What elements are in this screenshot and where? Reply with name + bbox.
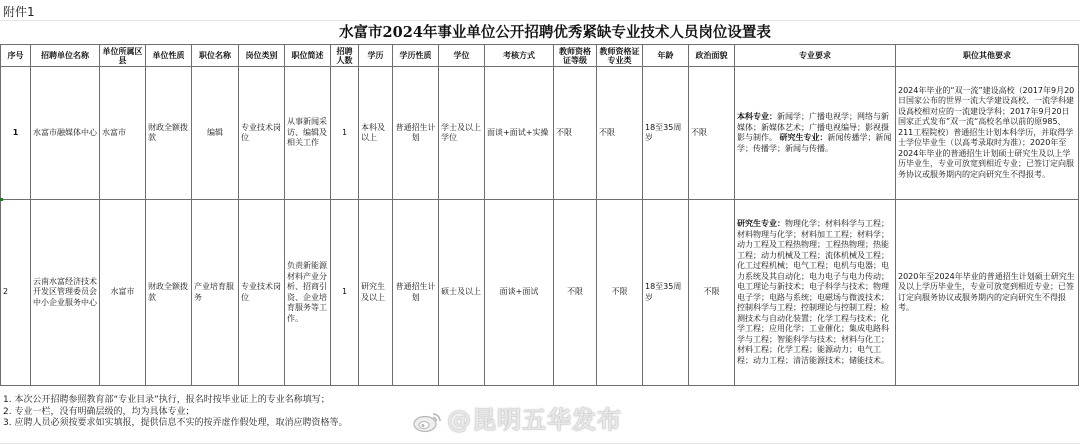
major-text-grad: 物理化学；材料科学与工程；材料物理与化学；材料加工工程；材料学；动力工程及工程热物理；工程热物理；热能工程；动力机械及工程；流体机械及工程；化工过程机械；电气工程；电机与电器；电力系统及其自动化；电力电子与电力传动；电工理论与新技术；电子科学与技术；物理电子学；电路与系统；电磁场与微波技术；控制科学与工程；控制理论与控制工程；检测技术与自动化装置；化学工程与技术；化学工程；应用化学；工业催化；集成电路科学与工程；智能科学与技术；材料与化工；材料工程；化学工程；能源动力；电气工程；动力工程；清洁能源技术；储能技术。	[737, 219, 889, 365]
cell-other-req: 2020年至2024年毕业的普通招生计划硕士研究生及以上学历毕业生，专业可放宽到相近专业；已签订定向服务协议或服务期内的定向研究生不得报考。	[896, 200, 1079, 386]
cell-seq: 2	[1, 200, 31, 386]
col-header-major-req: 专业要求	[735, 45, 896, 67]
cell-description: 从事新闻采访、编辑及相关工作	[285, 67, 331, 200]
cell-political: 不限	[689, 200, 735, 386]
cell-assessment: 面谈+面试+实操	[485, 67, 554, 200]
col-header-cert-level: 教师资格证等级	[554, 45, 597, 67]
cell-unit: 水富市融媒体中心	[31, 67, 100, 200]
cell-category: 专业技术岗位	[239, 67, 285, 200]
watermark-text: @昆明五华发布	[447, 406, 622, 434]
cell-cert-major: 不限	[597, 67, 643, 200]
cell-position: 产业培育服务	[192, 200, 239, 386]
header-row	[1, 45, 1079, 67]
attachment-label: 附件1	[3, 5, 35, 19]
col-header-count: 招聘人数	[331, 45, 359, 67]
cell-district: 水富市	[100, 200, 146, 386]
col-header-district: 单位所属区县	[100, 45, 146, 67]
note-2: 2. 专业一栏，没有明确层级的，均为具体专业；	[3, 406, 195, 417]
col-header-seq: 序号	[1, 45, 31, 67]
page-title: 水富市2024年事业单位公开招聘优秀紧缺专业技术人员岗位设置表	[339, 24, 771, 41]
cell-description: 负责新能源材料产业分析、招商引资、企业培育服务等工作。	[285, 200, 331, 386]
cell-education: 研究生及以上	[359, 200, 393, 386]
major-label-undergrad: 本科专业：	[737, 112, 777, 121]
cell-cert-level: 不限	[554, 67, 597, 200]
cell-category: 专业技术岗位	[239, 200, 285, 386]
col-header-position: 职位名称	[192, 45, 239, 67]
col-header-age: 年龄	[643, 45, 689, 67]
note-1: 1. 本次公开招聘参照教育部“专业目录”执行，报名时按毕业证上的专业名称填写；	[3, 395, 330, 405]
col-header-description: 职位简述	[285, 45, 331, 67]
col-header-degree: 学位	[439, 45, 485, 67]
cell-unit: 云南水富经济技术开发区管理委员会中小企业服务中心	[31, 200, 100, 386]
cell-major-req	[735, 67, 896, 200]
notes	[3, 395, 347, 430]
col-header-unit: 招聘单位名称	[31, 45, 100, 67]
major-text-grad: 新闻传播学；新闻学；传播学；新闻与传播。	[737, 133, 892, 153]
col-header-edu-type: 学历性质	[393, 45, 439, 67]
cell-education: 本科及以上	[359, 67, 393, 200]
col-header-assessment: 考核方式	[485, 45, 554, 67]
cell-age: 18至35周岁	[643, 67, 689, 200]
cell-political: 不限	[689, 67, 735, 200]
cell-edu-type: 普通招生计划	[393, 200, 439, 386]
major-label-grad: 研究生专业：	[779, 133, 828, 142]
cell-age: 18至35周岁	[643, 200, 689, 386]
cell-nature: 财政全额拨款	[146, 200, 192, 386]
weibo-icon	[413, 409, 443, 433]
col-header-cert-major: 教师资格证专业类	[597, 45, 643, 67]
positions-table	[0, 44, 1079, 386]
cell-assessment: 面谈+面试	[485, 200, 554, 386]
major-text-undergrad: 新闻学；广播电视学；网络与新媒体；新媒体艺术；广播电视编导；影视摄影与制作。	[737, 112, 889, 142]
cell-degree: 学士及以上学位	[439, 67, 485, 200]
table-row	[1, 67, 1079, 200]
col-header-political: 政治面貌	[689, 45, 735, 67]
col-header-education: 学历	[359, 45, 393, 67]
weibo-watermark	[413, 400, 622, 435]
cell-count: 1	[331, 67, 359, 200]
cell-edu-type: 普通招生计划	[393, 67, 439, 200]
cell-district: 水富市	[100, 67, 146, 200]
col-header-other-req: 职位其他要求	[896, 45, 1079, 67]
cell-other-req: 2024年毕业的“双一流”建设高校（2017年9月20日国家公布的世界一流大学建设高校、一流学科建设高校相对应的一流建设学科；2017年9月20日国家正式发布”双一流“高校名单以前的原985、211工程院校）普通招生计划本科学历，并取得学士学位毕业生（以高考录取时为准）；2020年至2024年毕业的普通招生计划硕士研究生及以上学历毕业生，专业可放宽到相近专业；已签订定向服务协议或服务期内的定向研究生不得报考。	[896, 67, 1079, 200]
cell-degree: 硕士及以上	[439, 200, 485, 386]
cell-nature: 财政全额拨款	[146, 67, 192, 200]
col-header-nature: 单位性质	[146, 45, 192, 67]
cell-count: 1	[331, 200, 359, 386]
col-header-category: 岗位类别	[239, 45, 285, 67]
bottom-divider	[0, 443, 1080, 444]
cell-seq: 1	[1, 67, 31, 200]
cell-major-req	[735, 200, 896, 386]
note-3: 3. 应聘人员必须按要求如实填报，提供信息不实的按弄虚作假处理，取消应聘资格等。	[3, 418, 348, 428]
major-label-grad: 研究生专业：	[737, 219, 785, 228]
cell-position: 编辑	[192, 67, 239, 200]
top-row	[0, 0, 1080, 21]
cell-cert-level: 不限	[554, 200, 597, 386]
cell-selection-marker	[0, 198, 3, 201]
cell-cert-major: 不限	[597, 200, 643, 386]
table-row	[1, 200, 1079, 386]
